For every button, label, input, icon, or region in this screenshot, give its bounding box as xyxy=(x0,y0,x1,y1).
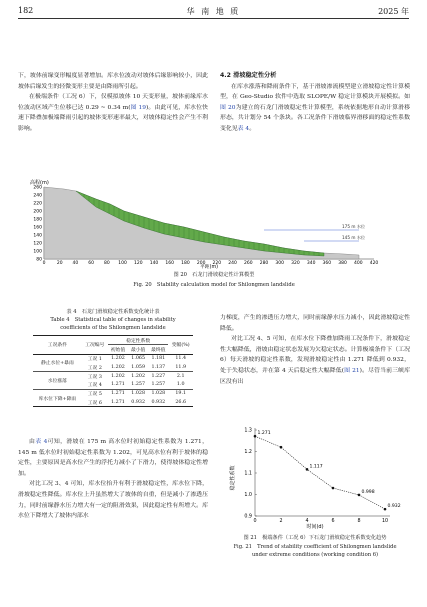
stability-trend-chart xyxy=(220,420,410,530)
cell: 1.181 xyxy=(151,356,166,362)
header-rule xyxy=(18,18,409,19)
x-tick-label: 40 xyxy=(72,261,79,266)
cell: 0.932 xyxy=(151,399,166,405)
x-tick-label: 280 xyxy=(259,261,269,266)
y-tick-label: 140 xyxy=(33,233,42,239)
fig20-ylabel: 高程(m) xyxy=(30,180,49,186)
figure-20-link[interactable]: 图 20 xyxy=(220,104,236,111)
cell: 工况 6 xyxy=(87,400,102,406)
fig20-xlabel: 平距(m) xyxy=(199,265,219,269)
x-tick-label: 340 xyxy=(306,261,316,266)
text: )。由此可见，库水位快速下降叠加极端降雨引起的坡体变形速率最大，对坡体稳定性会产生不利影响。 xyxy=(18,104,208,132)
x-tick-label: 200 xyxy=(196,261,206,266)
cell: 1.202 xyxy=(111,356,125,362)
x-tick-label: 60 xyxy=(88,261,95,266)
x-tick-label: 6 xyxy=(331,519,335,524)
paragraph: 对比工况 3、4 可知，库水位抬升有利于滑坡稳定性，库水位下降，滑坡稳定性降低。库水位上升虽然增大了坡体的自重，但是减小了渗透压力，同时前缘静水压力增大有一定的阻滑效果，因此稳定性有所增大。库水位下降增大了坡体内部水 xyxy=(18,481,208,520)
y-tick-label: 100 xyxy=(33,249,42,255)
series-points xyxy=(254,435,387,510)
text: 在极端条件（工况 6）下，仅模拟坡体 10 天变形量，坡体前缘库水位波动区域产生位移已达 0.29 ~ 0.34 m( xyxy=(18,94,208,111)
data-labels xyxy=(258,430,401,509)
col-coef: 稳定性系数 xyxy=(108,336,169,345)
figure-20 xyxy=(24,177,404,292)
table-4-block xyxy=(18,308,208,407)
x-tick-label: 80 xyxy=(103,261,110,266)
data-point xyxy=(358,494,361,497)
col-init: 初始值 xyxy=(110,347,126,353)
text: )。尽管当前三峡库区没有出 xyxy=(220,367,410,385)
group-cell: 库水位下降+降雨 xyxy=(33,389,82,407)
cell: 工况 4 xyxy=(87,383,102,389)
x-tick-label: 220 xyxy=(212,261,222,266)
data-point xyxy=(254,435,257,438)
x-tick-label: 160 xyxy=(165,261,175,266)
x-tick-label: 120 xyxy=(133,261,143,266)
cell: 2.1 xyxy=(176,373,185,379)
cell: 工况 2 xyxy=(87,365,102,371)
x-tick-label: 360 xyxy=(322,261,332,266)
y-tick-label: 0.9 xyxy=(244,514,252,520)
x-tick-label: 4 xyxy=(305,519,309,524)
y-tick-label: 1.1 xyxy=(244,471,252,477)
cell: 工况 5 xyxy=(87,392,102,398)
cell: 1.137 xyxy=(151,364,166,370)
paragraph xyxy=(18,92,208,134)
cell: 1.257 xyxy=(151,382,166,388)
fig21-ylabel: 稳定性系数 xyxy=(230,465,236,491)
cell: 11.9 xyxy=(175,364,187,370)
x-tick-label: 420 xyxy=(369,261,379,266)
y-tick-label: 180 xyxy=(33,217,42,223)
data-label: 0.932 xyxy=(387,504,401,510)
table-row xyxy=(33,354,193,363)
paragraph: 力梯度，产生的渗透压力增大，同时前缘静水压力减小，因此滑坡稳定性降低。 xyxy=(220,315,410,332)
cell: 1.271 xyxy=(111,382,125,388)
text: 对比工况 4、5 可知，在库水位下降叠加降雨工况条件下，滑坡稳定性大幅降低，滑坡由稳定状态发展为欠稳定状态。计算极端条件下（工况 6）每天滑坡的稳定性系数，发现滑坡稳定性由 1.271 降低到 0.932，处于失稳状态，并在第 4 天后稳定性大幅降低( xyxy=(220,336,410,374)
right-column-middle xyxy=(220,313,410,387)
y-tick-label: 120 xyxy=(33,241,42,247)
table4-title-cn: 表 4 石龙门滑坡稳定性系数变化统计表 xyxy=(66,309,160,315)
col-number: 工况编号 xyxy=(82,336,108,355)
x-tick-label: 8 xyxy=(357,519,361,524)
x-tick-label: 0 xyxy=(42,261,46,266)
y-tick-label: 1.3 xyxy=(244,428,252,434)
right-column-top xyxy=(220,71,410,135)
col-final: 最终值 xyxy=(151,347,166,353)
y-tick-label: 200 xyxy=(33,209,42,215)
col-change: 变幅(%) xyxy=(168,336,193,355)
x-tick-label: 20 xyxy=(56,261,63,266)
fig21-caption xyxy=(220,534,410,560)
page-number: 182 xyxy=(18,6,34,15)
data-point xyxy=(384,508,387,511)
fig20-caption-en: Fig. 20 Stability calculation model for Shilongmen landslide xyxy=(133,282,295,288)
slope-model-svg xyxy=(24,177,404,269)
fig20-caption-cn: 图 20 石龙门滑坡稳定性计算模型 xyxy=(173,272,255,278)
wl175-label: 175 m 水位 xyxy=(342,224,366,229)
col-min: 最小值 xyxy=(130,347,146,353)
table4-title-en-1: Table 4 Statistical table of changes in stability xyxy=(50,317,176,323)
journal-year: 2025 年 xyxy=(378,7,409,16)
x-tick-label: 400 xyxy=(353,261,363,266)
col-condition: 工况条件 xyxy=(33,336,82,355)
x-tick-label: 240 xyxy=(228,261,237,266)
y-tick-label: 80 xyxy=(36,257,42,263)
figure-21 xyxy=(220,420,410,530)
cell: 工况 3 xyxy=(87,374,102,380)
cell: 11.4 xyxy=(175,356,187,362)
cell: 1.202 xyxy=(111,364,125,370)
fig21-caption-en-1: Fig. 21 Trend of stability coefficient of Shilongmen landslide xyxy=(233,543,397,550)
fig21-caption-en-2: under extreme conditions (working condition 6) xyxy=(251,552,379,558)
fig21-caption-cn: 图 21 极端条件（工况 6）下石龙门滑坡稳定性系数变化趋势 xyxy=(243,535,387,541)
cell: 1.202 xyxy=(111,373,125,379)
y-tick-label: 1.2 xyxy=(244,450,252,456)
data-label: 1.271 xyxy=(257,431,271,437)
text: 由 xyxy=(29,439,36,445)
x-tick-label: 140 xyxy=(149,261,159,266)
x-tick-label: 380 xyxy=(338,261,347,266)
table-row xyxy=(33,389,193,398)
data-label: 0.998 xyxy=(361,489,375,495)
group-cell: 水位涨落 xyxy=(33,372,82,390)
journal-name: 华 南 地 质 xyxy=(186,7,241,16)
y-tick-label: 240 xyxy=(33,193,42,199)
text: 在库水涨落和降雨条件下，基于滑坡渗流模型建立滑坡稳定性计算模型，在 Geo-Studio 软件中选取 SLOPE/W 稳定计算模块开展模拟。如 xyxy=(220,83,410,101)
wl145-label: 145 m 水位 xyxy=(342,235,366,240)
left-column-top xyxy=(18,71,208,135)
data-point xyxy=(280,446,283,449)
data-point xyxy=(332,487,335,490)
table-row xyxy=(33,372,193,381)
cell: 19.1 xyxy=(175,391,187,397)
cell: 1.271 xyxy=(111,391,125,397)
cell: 1.271 xyxy=(111,399,125,405)
section-heading: 4.2 滑坡稳定性分析 xyxy=(220,72,277,79)
table-4-link[interactable]: 表 4 xyxy=(35,439,48,445)
y-tick-label: 220 xyxy=(33,201,42,207)
fig21-xlabel: 时间(d) xyxy=(306,524,324,530)
text: 可知，滑坡在 175 m 高水位时初始稳定性系数为 1.271，145 m 低水位时初始稳定性系数为 1.202，可见高水位有利于坡体的稳定性，主要原因是高水位产生的浮托力减小了下滑力，使得坡体稳定性增加。 xyxy=(18,439,209,477)
cell: 26.6 xyxy=(175,399,187,405)
paragraph xyxy=(220,334,410,387)
figure-19-link[interactable]: 图 19 xyxy=(130,104,147,111)
x-tick-label: 300 xyxy=(275,261,285,266)
table-4-link[interactable]: 表 4 xyxy=(237,125,250,132)
cell: 1.028 xyxy=(131,391,145,397)
y-tick-label: 260 xyxy=(33,185,42,191)
y-tick-label: 1.0 xyxy=(244,493,252,499)
y-tick-label: 160 xyxy=(33,225,42,231)
x-tick-label: 320 xyxy=(291,261,300,266)
x-tick-label: 2 xyxy=(279,519,283,524)
x-tick-label: 100 xyxy=(118,261,127,266)
data-point xyxy=(306,468,309,471)
cell: 工况 1 xyxy=(87,357,102,363)
left-column-bottom xyxy=(18,437,208,522)
fig20-y-ticks xyxy=(33,185,42,263)
paragraph xyxy=(18,437,208,479)
group-cell: 静止水位+暴雨 xyxy=(33,354,82,372)
figure-21-link[interactable]: 图 21 xyxy=(344,367,360,374)
paragraph: 下，坡体前缘变形幅度显著增加。库水位波动对坡体后缘影响较小，因此坡体后缘发生的轻微变形主要是由降雨所引起。 xyxy=(18,73,208,90)
cell: 1.0 xyxy=(176,382,185,388)
text: 为建立的石龙门滑坡稳定性计算模型，系统依据地形自动计算滑移形态，共计划分 54 个条块。各工况条件下滑坡临界滑移面的稳定性系数变化见 xyxy=(220,104,410,132)
cell: 1.065 xyxy=(131,356,145,362)
cell: 1.202 xyxy=(131,373,145,379)
x-tick-label: 260 xyxy=(243,261,253,266)
cell: 1.227 xyxy=(151,373,166,379)
series-line xyxy=(255,436,385,509)
paragraph xyxy=(220,82,410,135)
cell: 1.059 xyxy=(131,364,145,370)
cell: 1.028 xyxy=(151,391,166,397)
page-header xyxy=(18,6,409,18)
x-tick-label: 10 xyxy=(381,519,389,524)
x-tick-label: 0 xyxy=(253,519,257,524)
table4-title-en-2: coefficients of the Shilongmen landslide xyxy=(60,325,166,331)
cell: 1.257 xyxy=(131,382,145,388)
stability-table xyxy=(33,335,193,407)
x-tick-label: 180 xyxy=(181,261,190,266)
text: 。 xyxy=(249,125,256,132)
data-label: 1.117 xyxy=(309,464,323,470)
cell: 0.932 xyxy=(131,399,145,405)
